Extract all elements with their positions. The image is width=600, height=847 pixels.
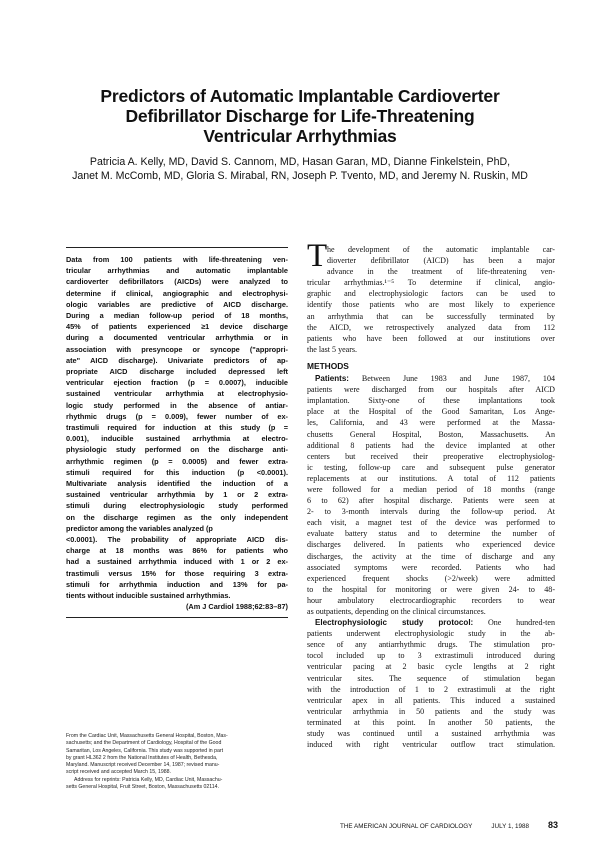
body-line: induced with right ventricular outflow tract stimulation.	[307, 740, 555, 750]
ep-protocol-label: Electrophysiologic study protocol:	[315, 618, 474, 628]
body-column	[307, 244, 555, 750]
author-line: Patricia A. Kelly, MD, David S. Cannom, MD, Hasan Garan, MD, Dianne Finkelstein, PhD,	[89, 156, 511, 168]
drop-cap: T	[307, 238, 328, 274]
body-line: with the introduction of 1 to 2 extrastimuli at the right	[307, 684, 555, 694]
affiliation-line: sachusetts; and the Department of Cardiology, Hospital of the Good	[66, 740, 222, 747]
abstract-line: stimuli required for this induction (p <0.0001).	[66, 467, 288, 477]
body-line	[307, 373, 555, 384]
body-line: study was continued until a sustained arrhythmia was	[307, 729, 555, 739]
affiliation-line: setts General Hospital, Fruit Street, Boston, Massachusetts 02114.	[66, 784, 220, 791]
abstract-line: logic study performed in the absence of antiar-	[66, 400, 288, 410]
abstract-line: ate" AICD discharge). Univariate predictors of ap-	[66, 355, 288, 365]
title-line: Defibrillator Discharge for Life-Threatening	[125, 106, 475, 126]
body-line: dioverter defibrillator (AICD) has been a major	[327, 256, 555, 266]
body-line: additional 8 patients had the device implanted at other	[307, 440, 555, 450]
body-line: replacements at our institutions. A total of 112 patients	[307, 473, 555, 483]
abstract-line: stimuli for arrhythmia induction and 13% for pa-	[66, 579, 288, 589]
abstract-top-rule	[66, 247, 288, 248]
abstract-line: tricular arrhythmias and automatic implantable	[66, 266, 288, 276]
body-line: ventricular sites. The sequence of stimulation began	[307, 673, 555, 683]
abstract-line: charge at 18 months was 86% for patients who	[66, 546, 288, 556]
patients-label: Patients:	[315, 374, 349, 384]
body-line: identify those patients who are most likely to experience	[307, 300, 555, 310]
body-line: ventricular pacing at 2 basic cycle lengths at 2 right	[307, 662, 555, 672]
body-line: he development of the automatic implantable car-	[327, 245, 555, 254]
body-line: to the hospital for monitoring or were given 24- to 48-	[307, 584, 555, 594]
abstract-line: ventricular ejection fraction (p = 0.0007), inducible	[66, 378, 288, 388]
affiliation-line: Samaritan, Los Angeles, California. This study was supported in part	[66, 747, 224, 754]
body-line: ic testing, follow-up care and subsequent pulse generator	[307, 462, 555, 472]
body-line: ventricular arrhythmia in 50 patients and the study was	[307, 706, 555, 716]
body-line: patients were discharged from our hospitals after AICD	[307, 385, 555, 395]
body-line: the AICD, we retrospectively analyzed data from 112	[307, 322, 555, 332]
abstract-line: 45% of patients experienced ≥1 device discharge	[66, 322, 288, 332]
abstract-line: had a sustained arrhythmia induced with 1 or 2 ex-	[66, 557, 288, 567]
abstract-line: trastimuli versus 15% for those requiring 3 extra-	[66, 568, 288, 578]
abstract-line: During a median follow-up period of 18 months,	[66, 311, 288, 321]
abstract-line: association with presyncope or syncope ("appropri-	[66, 344, 288, 354]
body-line: each visit, a magnet test of the device was performed to	[307, 518, 555, 528]
title-line: Predictors of Automatic Implantable Cardioverter	[100, 86, 500, 106]
abstract-bottom-rule	[66, 617, 288, 618]
journal-name: THE AMERICAN JOURNAL OF CARDIOLOGY	[340, 823, 473, 830]
affiliation-line: by grant HL362 2 from the National Institutes of Health, Bethesda,	[66, 754, 218, 761]
abstract-line: tients without inducible sustained arrhythmias.	[66, 591, 231, 601]
abstract-line: 0.001), inducible sustained arrhythmia at electro-	[66, 434, 288, 444]
journal-citation: (Am J Cardiol 1988;62:83–87)	[185, 602, 288, 612]
body-text: Between June 1983 and June 1987, 104	[348, 374, 555, 384]
body-line: ventricular apex in all patients. This induced a sustained	[307, 695, 555, 705]
body-line: experienced frequent shocks (>2/week) were admitted	[307, 573, 555, 583]
title-line: Ventricular Arrhythmias	[203, 126, 397, 146]
author-line: Janet M. McComb, MD, Gloria S. Mirabal, RN, Joseph P. Tvento, MD, and Jeremy N. Ruskin, MD	[72, 170, 528, 182]
methods-heading: METHODS	[307, 360, 349, 371]
abstract-line: on the discharge regimen as the only independent	[66, 512, 288, 522]
affiliation-line: Maryland. Manuscript received December 14, 1987; revised manu-	[66, 762, 220, 769]
page-number: 83	[547, 820, 558, 830]
abstract-line: propriate AICD discharge included depressed left	[66, 367, 288, 377]
body-line: chusetts General Hospital, Boston, Massachusetts. An	[307, 429, 555, 439]
abstract-line: cardioverter defibrillators (AICDs) were analyzed to	[66, 277, 288, 287]
body-line: patients underwent electrophysiologic study in the ab-	[307, 629, 555, 639]
abstract-line: Data from 100 patients with life-threatening ven-	[66, 255, 288, 264]
body-line: 2- to 3-month intervals during the follow-up period. At	[307, 507, 555, 517]
body-line: advance in the treatment of life-threatening ven-	[327, 267, 555, 277]
body-line: les, California, and 43 were performed at the Massa-	[307, 418, 555, 428]
body-line: the last 5 years.	[307, 344, 358, 354]
body-line: place at the Hospital of the Good Samaritan, Los Ange-	[307, 407, 555, 417]
abstract-line: ologic variables are predictive of AICD discharge.	[66, 299, 288, 309]
abstract-line: arrhythmic regimen (p = 0.0005) and fewer extra-	[66, 456, 288, 466]
body-line: implantation. Sixty-one of these implantations took	[307, 396, 555, 406]
body-line: hour ambulatory electrocardiographic recorders to wear	[307, 595, 555, 605]
body-line: patients who have been followed at our institutions over	[307, 333, 555, 343]
body-line: graphic and electrophysiologic factors can be used to	[307, 289, 555, 299]
article-title	[40, 86, 560, 146]
body-line: sence of any antiarrhythmic drugs. The stimulation pro-	[307, 640, 555, 650]
affiliation-line: From the Cardiac Unit, Massachusetts General Hospital, Boston, Mas-	[66, 733, 228, 739]
author-list	[40, 155, 560, 183]
body-line: tricular arrhythmias.¹⁻⁵ To determine if clinical, angio-	[307, 278, 555, 288]
abstract	[66, 254, 288, 613]
body-line: centers but received their preoperative electrophysiolog-	[307, 451, 555, 461]
abstract-line: sustained ventricular arrhythmia by 1 or 2 extra-	[66, 490, 288, 500]
body-line	[307, 617, 555, 628]
body-line: as outpatients, depending on the clinical circumstances.	[307, 607, 486, 616]
body-line: associated symptoms were recorded. Patients who had	[307, 562, 555, 572]
affiliation-footnote	[66, 733, 288, 791]
issue-date: JULY 1, 1988	[491, 823, 529, 830]
body-line: an arrhythmia that can be successfully terminated by	[307, 311, 555, 321]
page-footer	[340, 820, 558, 830]
abstract-line: sustained ventricular arrhythmia at electrophysio-	[66, 389, 288, 399]
body-text: One hundred-ten	[473, 618, 555, 628]
body-line: discharges, the activity at the time of discharge and any	[307, 551, 555, 561]
body-line: terminated at this point. In another 50 patients, the	[307, 717, 555, 727]
abstract-line: during a documented ventricular arrhythmia or in	[66, 333, 288, 343]
affiliation-line: Address for reprints: Patricia Kelly, MD, Cardiac Unit, Massachu-	[74, 776, 223, 783]
body-line: 6 to 62) after hospital discharge. Patients were seen at	[307, 496, 555, 506]
body-line: were followed for a median period of 18 months (range	[307, 484, 555, 494]
abstract-line: stimuli during electrophysiologic study performed	[66, 501, 288, 511]
affiliation-line: script received and accepted March 15, 1988.	[66, 769, 171, 776]
abstract-line: determine if clinical, angiographic and electrophysi-	[66, 288, 288, 298]
abstract-line: physiologic study performed on the discharge anti-	[66, 445, 288, 455]
abstract-line: trastimuli required for induction at this study (p =	[66, 423, 288, 433]
abstract-line: rhythmic drugs (p = 0.009), fewer number of ex-	[66, 411, 288, 421]
abstract-line: <0.0001). The probability of appropriate AICD dis-	[66, 535, 288, 545]
body-line: discharges delivered. In patients who experienced device	[307, 540, 555, 550]
abstract-line: predictor among the variables analyzed (p	[66, 523, 213, 533]
body-line: tocol included up to 3 extrastimuli introduced during	[307, 651, 555, 661]
abstract-line: Multivariate analysis identified the induction of a	[66, 479, 288, 489]
body-line: evaluate battery status and to determine the number of	[307, 529, 555, 539]
